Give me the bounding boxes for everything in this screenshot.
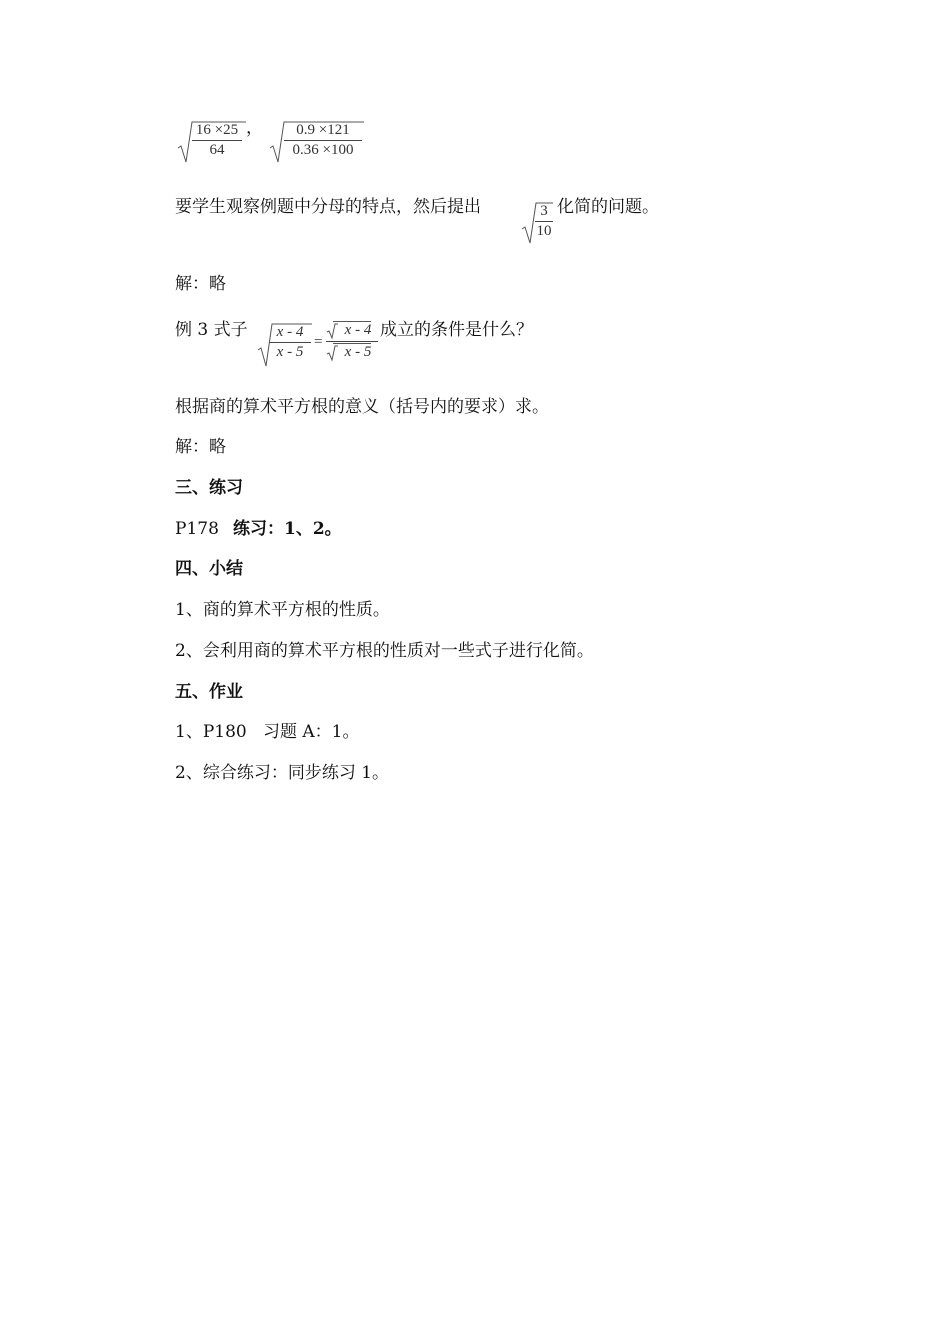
homework-item-1 xyxy=(175,722,360,742)
text-before: 要学生观察例题中分母的特点，然后提出 xyxy=(175,197,481,217)
practice-line xyxy=(175,519,342,539)
fraction xyxy=(190,122,244,159)
equals-sign: = xyxy=(314,334,323,350)
right-fraction xyxy=(326,322,378,361)
radical-sign-small xyxy=(326,322,338,340)
paragraph-observe xyxy=(175,197,481,217)
comma: ， xyxy=(246,118,263,138)
fraction-bar xyxy=(284,140,362,141)
homework-page: 1、P180 xyxy=(175,722,247,742)
practice-page: P178 xyxy=(175,519,219,539)
solution-2: 解：略 xyxy=(175,437,226,457)
numerator: 3 xyxy=(540,203,548,219)
math-expression-4 xyxy=(256,320,380,370)
numerator: x - 4 xyxy=(326,322,378,339)
summary-item-1: 1、商的算术平方根的性质。 xyxy=(175,600,390,620)
section-heading-practice: 三、练习 xyxy=(175,478,243,498)
fraction-bar xyxy=(535,221,553,222)
summary-item-2: 2、会利用商的算术平方根的性质对一些式子进行化简。 xyxy=(175,641,594,661)
solution-1: 解：略 xyxy=(175,274,226,294)
denominator: 64 xyxy=(209,142,225,158)
fraction-bar xyxy=(192,140,242,141)
section-heading-homework: 五、作业 xyxy=(175,682,243,702)
fraction xyxy=(534,203,554,240)
denominator: 10 xyxy=(536,223,552,239)
fraction-bar xyxy=(326,341,378,342)
radical-sign-small xyxy=(326,344,338,362)
math-expression-2 xyxy=(268,118,368,168)
math-expression-3 xyxy=(520,199,556,247)
homework-item-2: 2、综合练习：同步练习 1。 xyxy=(175,763,390,783)
homework-text: 习题 A：1。 xyxy=(263,722,360,742)
section-heading-summary: 四、小结 xyxy=(175,559,243,579)
numerator: 0.9 ×121 xyxy=(296,122,350,138)
practice-text: 练习：1、2。 xyxy=(233,519,342,539)
fraction xyxy=(282,122,364,159)
denominator: x - 5 xyxy=(276,344,304,360)
fraction-bar xyxy=(269,342,311,343)
numerator: 16 ×25 xyxy=(195,122,239,138)
math-expression-1 xyxy=(176,118,248,168)
denominator: x - 5 xyxy=(326,344,378,361)
paragraph-basis: 根据商的算术平方根的意义（括号内的要求）求。 xyxy=(175,397,549,417)
numerator: x - 4 xyxy=(276,324,304,340)
denominator: 0.36 ×100 xyxy=(292,142,354,158)
example-3-question: 成立的条件是什么？ xyxy=(380,320,533,340)
text-after: 化简的问题。 xyxy=(557,197,659,217)
example-3-label: 例 3 式子 xyxy=(175,320,248,340)
left-fraction xyxy=(268,324,312,361)
